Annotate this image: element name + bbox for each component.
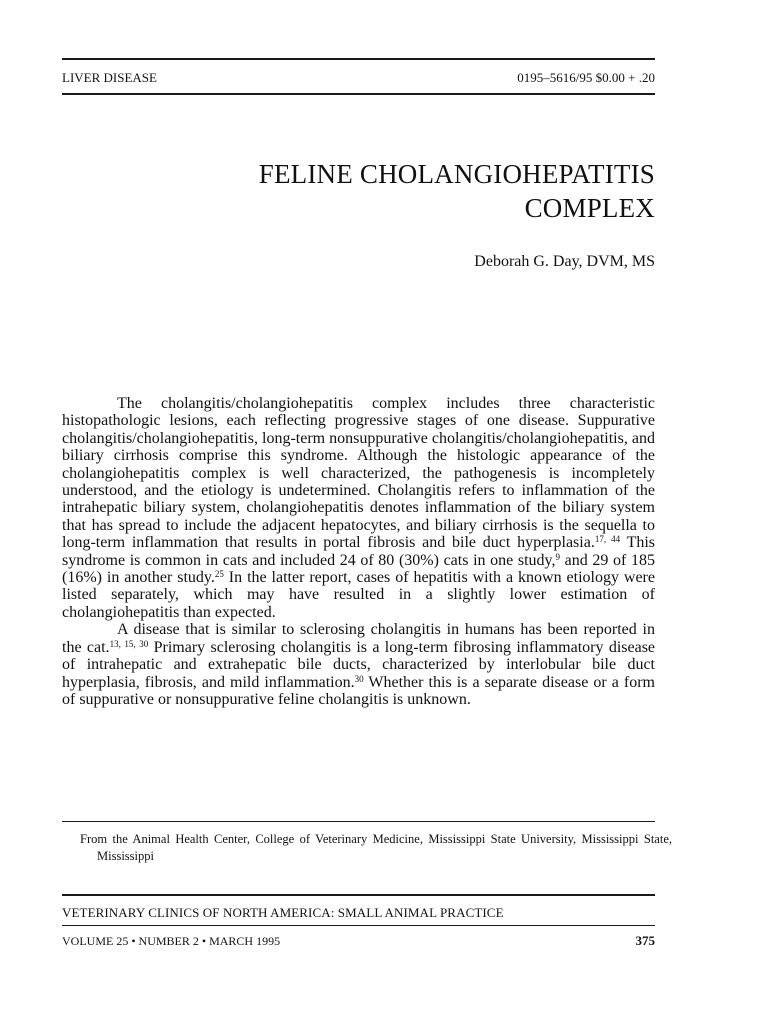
article-title (62, 157, 655, 225)
paragraph-2: A disease that is similar to sclerosing cholangitis in humans has been reported in the cat.$^{13, 15, 30}$ Primary sclerosing cholangitis is a long-term fibrosing inflammatory disease of intrahepatic and extrahepatic bile ducts, characterized by interlobular bile duct hyperplasia, fibrosis, and mild inflammation.$^{30}$ Whether this is a separate disease or a form of suppurative or nonsuppurative feline cholangitis is unknown. (62, 621, 656, 708)
issue-line (62, 933, 655, 949)
affiliation-footnote: From the Animal Health Center, College of Veterinary Medicine, Mississippi State University, Mississippi State, Mississippi (80, 832, 672, 863)
footer-rule-top (62, 894, 655, 896)
running-head (62, 70, 655, 86)
header-rule (62, 93, 655, 95)
reference-superscript: 13, 15, 30 (109, 638, 149, 649)
section-label: LIVER DISEASE (62, 70, 157, 85)
reference-superscript: 30 (354, 673, 364, 684)
article-body (62, 395, 655, 708)
reference-superscript: 17, 44 (594, 534, 621, 545)
page-number: 375 (635, 933, 655, 948)
paragraph-1: The cholangitis/cholangiohepatitis complex includes three characteristic histopathologic lesions, each reflecting progressive stages of one disease. Suppurative cholangitis/cholangiohepatitis, long-term nonsuppurative cholangitis/cholangiohepatitis, and biliary cirrhosis comprise this syndrome. Although the histologic appearance of the cholangiohepatitis complex is well characterized, the pathogenesis is incompletely understood, and the etiology is undetermined. Cholangitis refers to inflammation of the intrahepatic biliary system, cholangiohepatitis denotes inflammation of the biliary system that has spread to include the adjacent hepatocytes, and biliary cirrhosis is the sequella to long-term inflammation that results in portal fibrosis and bile duct hyperplasia.$^{17, 44}$ This syndrome is common in cats and included 24 of 80 (30%) cats in one study,$^9$ and 29 of 185 (16%) in another study.$^{25}$ In the latter report, cases of hepatitis with a known etiology were listed separately, which may have resulted in a slightly lower estimation of cholangiohepatitis than expected. (62, 395, 656, 621)
top-rule (62, 58, 655, 60)
author-byline: Deborah G. Day, DVM, MS (474, 253, 655, 270)
reference-superscript: 25 (214, 569, 224, 580)
issue-info: VOLUME 25 • NUMBER 2 • MARCH 1995 (62, 934, 281, 948)
title-line-1: FELINE CHOLANGIOHEPATITIS (258, 159, 655, 189)
footer-rule-middle (62, 925, 655, 926)
journal-name: VETERINARY CLINICS OF NORTH AMERICA: SMALL ANIMAL PRACTICE (62, 905, 504, 920)
footnote-rule (62, 821, 655, 822)
article-code: 0195–5616/95 $0.00 + .20 (517, 70, 655, 85)
title-line-2: COMPLEX (524, 193, 655, 223)
reference-superscript: 9 (555, 551, 561, 562)
